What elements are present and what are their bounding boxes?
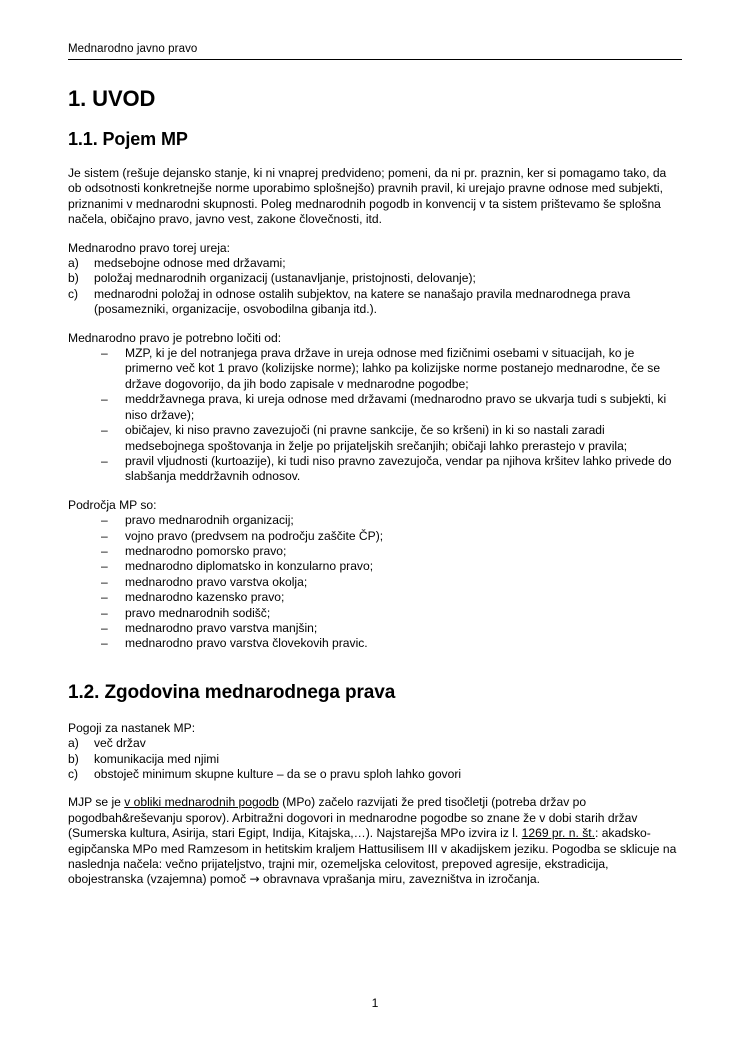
distinguish-lead: Mednarodno pravo je potrebno ločiti od:: [68, 330, 282, 345]
conditions-lead: Pogoji za nastanek MP:: [68, 720, 196, 735]
list-item: [68, 271, 682, 286]
list-item-text: položaj mednarodnih organizacij (ustanavljanje, pristojnosti, delovanje);: [94, 271, 476, 286]
history-underline-treaties: v obliki mednarodnih pogodb: [124, 795, 279, 810]
list-item: [68, 256, 682, 271]
list-item: [68, 423, 682, 454]
list-item: [68, 575, 682, 590]
history-text-part-3: : akadsko-egipčanska MPo med Ramzesom in hetitskim kraljem Hattusilisem III v akadijskem jeziku. Pogodba se sklicuje na naslednja načela: večno prijateljstvo, trajni mir, ozemeljska celovitost, prepoved agresije, ekstradicija, obojestranska (vzajemna) pomoč: [68, 826, 677, 887]
list-marker: –: [101, 605, 108, 620]
history-text-part-4: obravnava vprašanja miru, zavezništva in izročanja.: [259, 872, 540, 887]
list-item-text: mednarodno diplomatsko in konzularno pravo;: [125, 559, 374, 574]
list-item: [68, 590, 682, 605]
list-item: [68, 346, 682, 392]
chapter-heading: 1. UVOD: [68, 86, 156, 111]
list-item: [68, 287, 682, 318]
list-marker: c): [68, 767, 79, 781]
page-number: 1: [371, 996, 379, 1010]
fields-lead: Področja MP so:: [68, 497, 157, 512]
list-item: [68, 529, 682, 544]
list-item-text: mednarodno pomorsko pravo;: [125, 543, 287, 558]
list-marker: b): [68, 751, 79, 766]
fields-list: [68, 513, 682, 652]
history-text-part-2: (MPo) začelo razvijati že pred tisočletji (potreba držav po pogodbah&reševanju sporov). Arbitražni dogovori in mednarodne pogodbe so znane že v dobi starih držav (Sumerska kultura, Asirija, stari Egipt, Indija, Kitajska,…). Najstarejša MPo izvira iz l.: [68, 795, 638, 841]
list-item: [68, 559, 682, 574]
distinguish-list: [68, 346, 682, 485]
list-item: [68, 736, 682, 751]
page-content: [68, 42, 682, 901]
list-item: [68, 544, 682, 559]
list-item-text: MZP, ki je del notranjega prava države in ureja odnose med fizičnimi osebami v situacijah, ko je primerno več kot 1 pravo (kolizijske norme); lahko pa kolizijske norme postanejo mednarodne, če se države dogovorijo, da jih bodo zapisale v mednarodne pogodbe;: [125, 346, 661, 391]
list-item-text: pravo mednarodnih sodišč;: [125, 605, 271, 620]
list-item-text: mednarodno kazensko pravo;: [125, 590, 285, 605]
list-item: [68, 621, 682, 636]
list-marker: –: [101, 513, 108, 528]
right-arrow-icon: →: [249, 872, 260, 887]
list-marker: –: [101, 346, 108, 361]
list-item-text: medsebojne odnose med državami;: [94, 256, 286, 271]
list-item-text: več držav: [94, 736, 146, 751]
header-divider: [68, 59, 682, 60]
list-item-text: mednarodni položaj in odnose ostalih subjektov, na katere se nanašajo pravila mednarodnega prava (posamezniki, organizacije, osvobodilna gibanja itd.).: [94, 286, 631, 317]
list-item: [68, 513, 682, 528]
list-item: [68, 454, 682, 485]
list-marker: a): [68, 736, 79, 751]
section-heading-1-2: 1.2. Zgodovina mednarodnega prava: [68, 681, 396, 703]
list-item: [68, 606, 682, 621]
history-text-part-1: MJP se je: [68, 795, 125, 810]
list-item-text: pravil vljudnosti (kurtoazije), ki tudi niso pravno zavezujoča, vendar pa njihova kršitev lahko privede do slabšanja meddržavnih odnosov.: [125, 453, 672, 484]
list-item-text: obstoječ minimum skupne kulture – da se o pravu sploh lahko govori: [94, 767, 462, 781]
list-item-text: mednarodno pravo varstva manjšin;: [125, 620, 318, 635]
list-marker: –: [101, 453, 108, 468]
history-underline-date: 1269 pr. n. št.: [521, 826, 595, 841]
list-marker: –: [101, 574, 108, 589]
list-marker: a): [68, 256, 79, 271]
list-item: [68, 752, 682, 767]
list-item-text: komunikacija med njimi: [94, 751, 220, 766]
regulates-lead: Mednarodno pravo torej ureja:: [68, 240, 231, 255]
list-marker: –: [101, 636, 108, 651]
list-marker: –: [101, 392, 108, 407]
regulates-list: [68, 256, 682, 318]
list-item-text: pravo mednarodnih organizacij;: [125, 513, 294, 528]
conditions-list: [68, 736, 682, 782]
list-marker: –: [101, 423, 108, 438]
list-item: [68, 636, 682, 651]
list-marker: –: [101, 543, 108, 558]
list-marker: –: [101, 590, 108, 605]
list-marker: –: [101, 559, 108, 574]
list-marker: –: [101, 620, 108, 635]
list-marker: –: [101, 528, 108, 543]
list-marker: c): [68, 286, 79, 301]
list-item-text: mednarodno pravo varstva okolja;: [125, 574, 308, 589]
list-item: [68, 392, 682, 423]
history-paragraph: [68, 795, 682, 887]
list-item-text: mednarodno pravo varstva človekovih pravic.: [125, 636, 368, 651]
intro-paragraph: Je sistem (rešuje dejansko stanje, ki ni vnaprej predvideno; pomeni, da ni pr. praznin, ker si pomagamo tako, da ob odsotnosti konkretnejše norme uporabimo splošnejšo) pravnih pravil, ki urejajo pravne odnose med subjekti, priznanimi v mednarodni skupnosti. Poleg mednarodnih pogodb in konvencij v ta sistem prištevamo še splošna načela, običajno pravo, javno vest, zakone človečnosti, itd.: [68, 166, 667, 227]
list-marker: b): [68, 271, 79, 286]
list-item: [68, 767, 682, 782]
list-item-text: običajev, ki niso pravno zavezujoči (ni pravne sankcije, če so kršeni) in ki so nastali zaradi medsebojnega spoštovanja in želje po prijateljskih srečanjih; običaji lahko prerastejo v pravila;: [125, 423, 628, 453]
list-item-text: vojno pravo (predvsem na področju zaščite ČP);: [125, 528, 384, 543]
running-header: Mednarodno javno pravo: [68, 43, 198, 55]
list-item-text: meddržavnega prava, ki ureja odnose med državami (mednarodno pravo se ukvarja tudi s subjekti, ki niso države);: [125, 392, 667, 422]
section-heading-1-1: 1.1. Pojem MP: [68, 129, 188, 149]
